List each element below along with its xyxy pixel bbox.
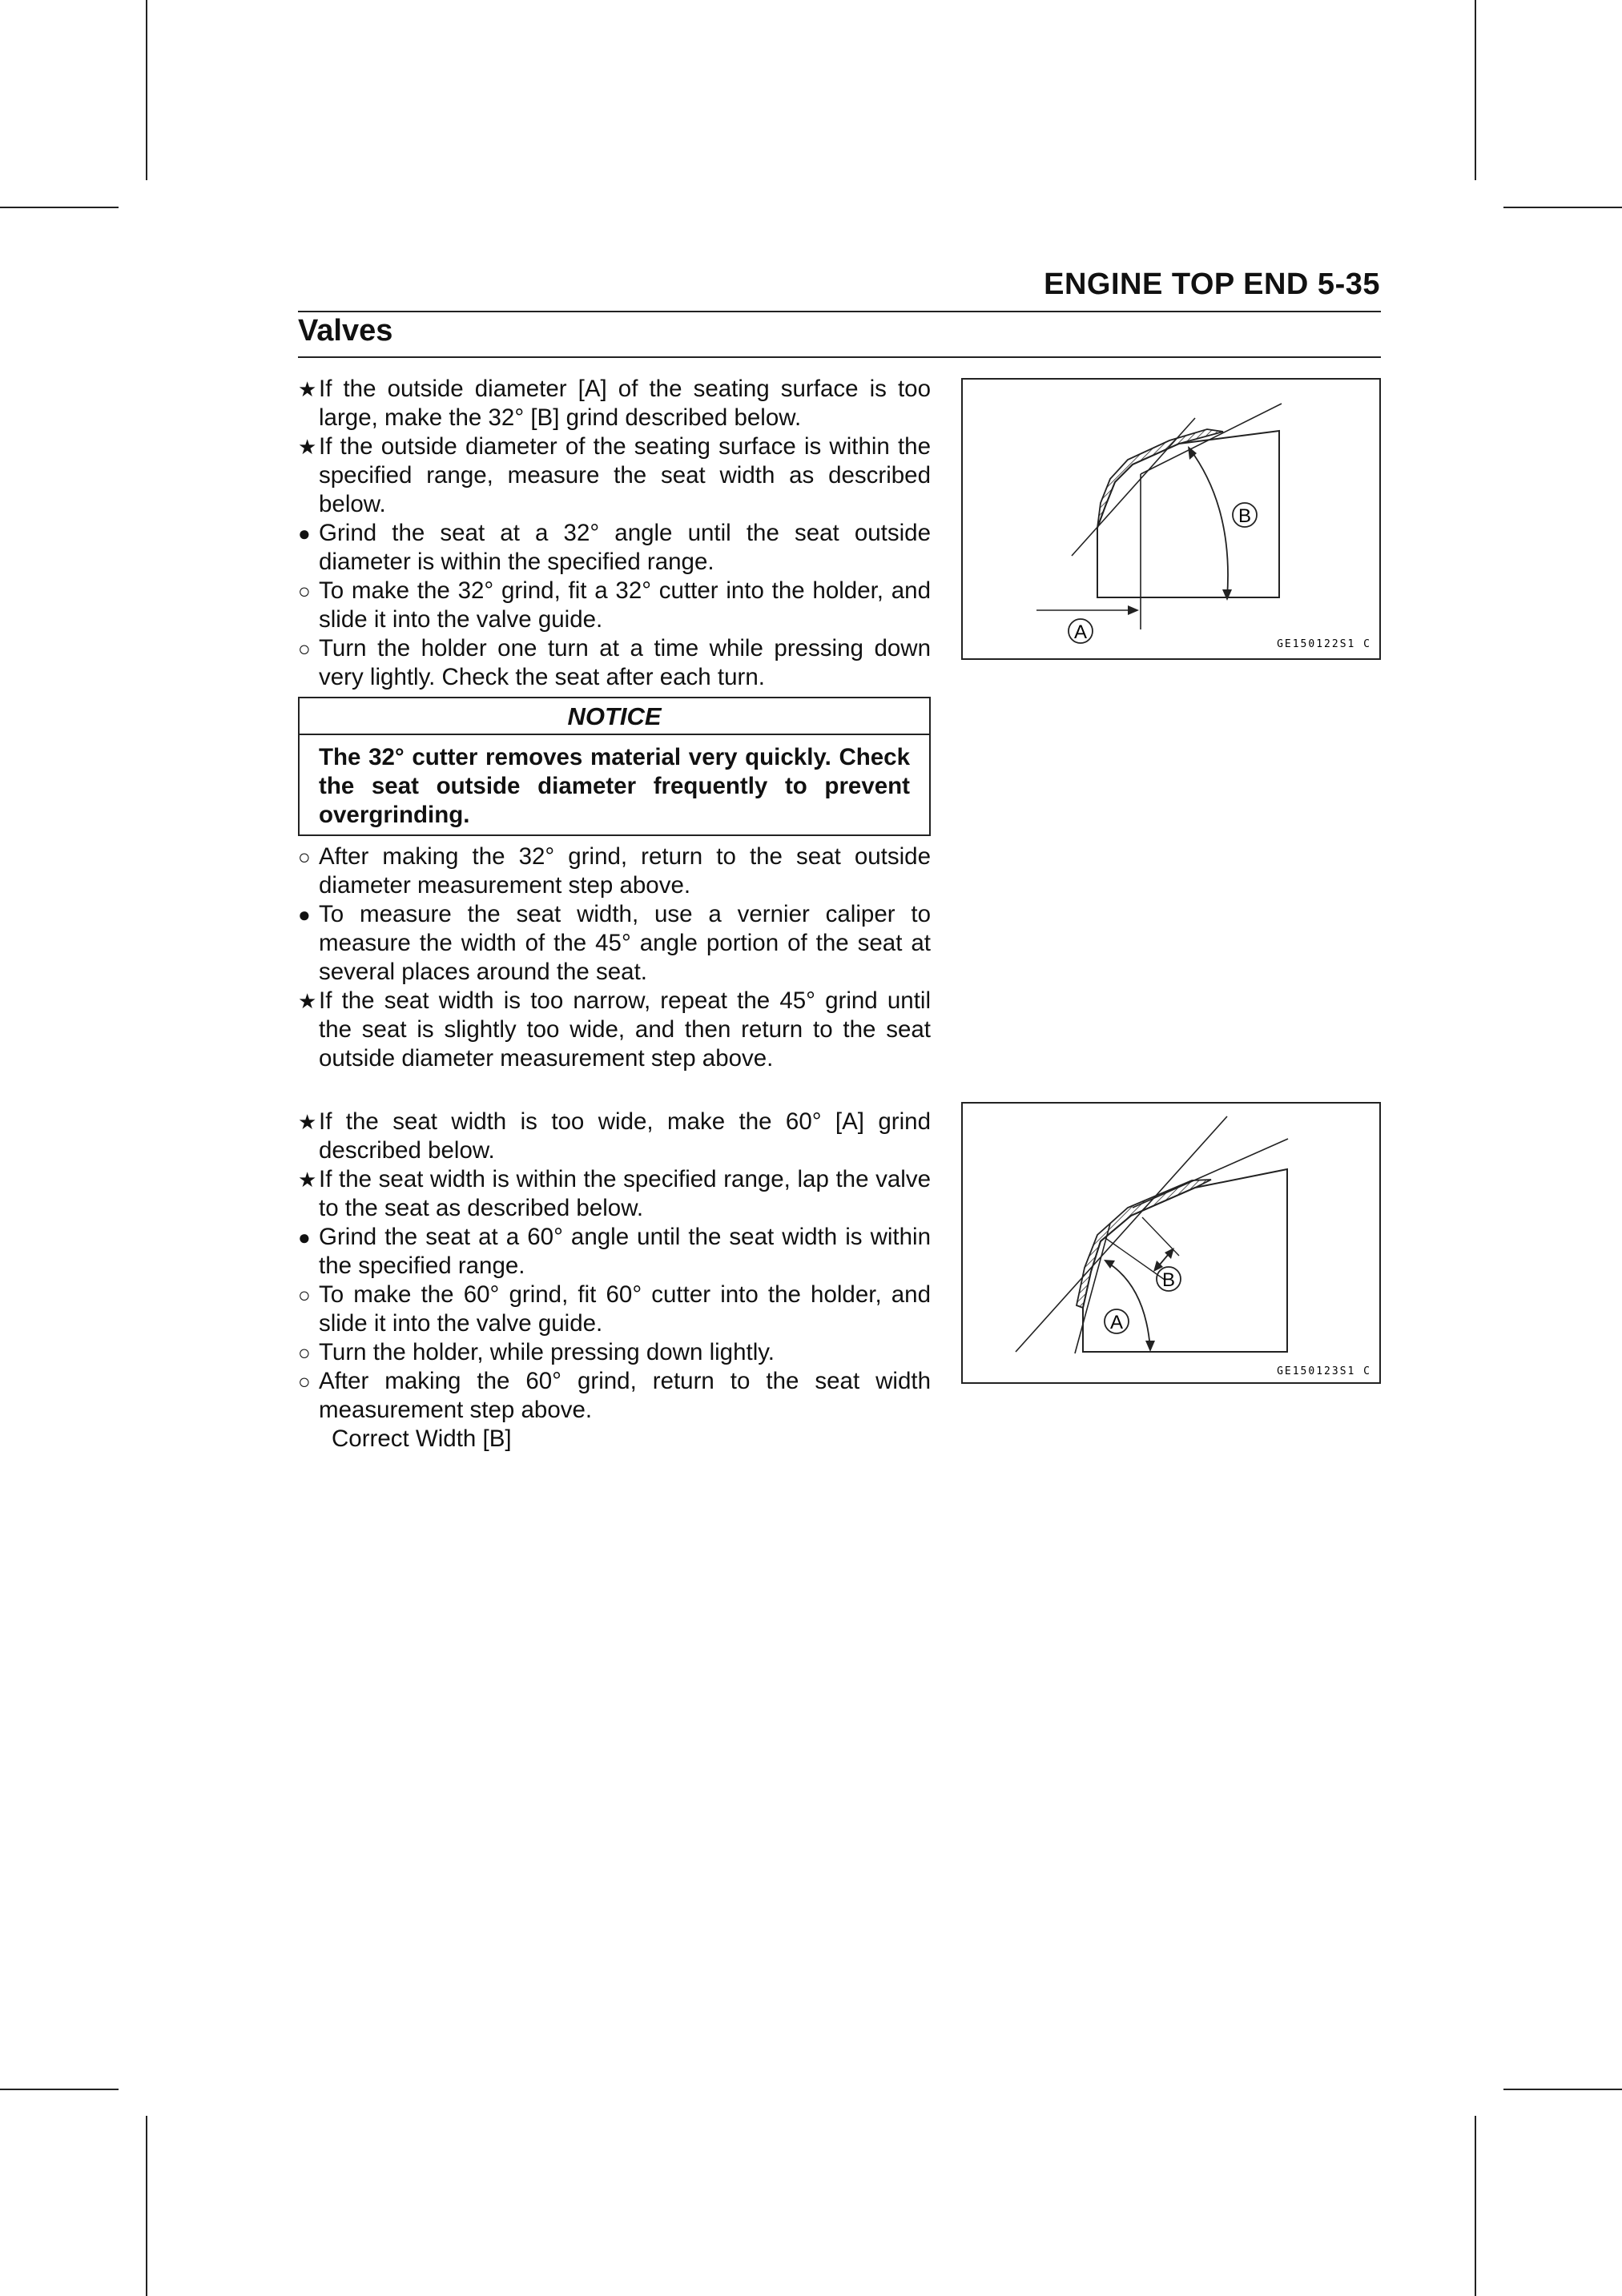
instruction-text: After making the 60° grind, return to the seat width measurement step above. xyxy=(319,1368,931,1423)
instruction-text: If the seat width is too wide, make the 60° [A] grind described below. xyxy=(319,1108,931,1164)
crop-mark xyxy=(1475,0,1476,180)
bullet-marker-icon: ○ xyxy=(298,1283,311,1307)
crop-mark xyxy=(1475,2116,1476,2296)
bullet-marker-icon: ● xyxy=(298,1225,311,1249)
instruction-item xyxy=(298,987,931,1073)
bullet-marker-icon: ★ xyxy=(298,1110,317,1134)
section-rule xyxy=(298,356,1381,358)
instruction-text: If the seat width is within the specified range, lap the valve to the seat as described below. xyxy=(319,1166,931,1221)
bullet-marker-icon: ★ xyxy=(298,435,317,459)
bullet-marker-icon: ★ xyxy=(298,1168,317,1192)
instruction-item xyxy=(298,1223,931,1281)
figure2-code: GE150123S1 C xyxy=(1277,1365,1371,1377)
crop-mark xyxy=(1503,2089,1622,2090)
instruction-text: Turn the holder one turn at a time while pressing down very lightly. Check the seat after each turn. xyxy=(319,635,931,690)
crop-mark xyxy=(0,2089,119,2090)
instruction-text: If the outside diameter of the seating surface is within the specified range, measure the seat width as described below. xyxy=(319,433,931,517)
section-title: Valves xyxy=(298,314,393,348)
valve-seat-diagram-32 xyxy=(963,380,1383,661)
bullet-marker-icon: ● xyxy=(298,521,311,545)
instruction-item xyxy=(298,375,931,432)
notice-body: The 32° cutter removes material very quickly. Check the seat outside diameter frequently to prevent overgrinding. xyxy=(319,744,910,828)
text-column-lower xyxy=(298,1108,931,1454)
instruction-text: Grind the seat at a 60° angle until the seat width is within the specified range. xyxy=(319,1224,931,1279)
text-column-upper xyxy=(298,375,931,1073)
instruction-text: Turn the holder, while pressing down lightly. xyxy=(319,1339,775,1365)
instruction-item xyxy=(298,634,931,692)
figure-32-degree-grind xyxy=(961,378,1381,660)
instruction-text: To measure the seat width, use a vernier caliper to measure the width of the 45° angle portion of the seat at several places around the seat. xyxy=(319,901,931,985)
figure-60-degree-grind xyxy=(961,1102,1381,1384)
instruction-text: To make the 60° grind, fit 60° cutter into the holder, and slide it into the valve guide. xyxy=(319,1281,931,1337)
bullet-marker-icon: ★ xyxy=(298,377,317,401)
page-header-title: ENGINE TOP END 5-35 xyxy=(1044,267,1380,301)
instruction-item xyxy=(298,1281,931,1338)
bullet-marker-icon: ○ xyxy=(298,1369,311,1393)
bullet-marker-icon: ○ xyxy=(298,1341,311,1365)
figure2-label-b: B xyxy=(1161,1269,1176,1291)
instruction-list-1 xyxy=(298,375,931,692)
bullet-marker-icon: ○ xyxy=(298,579,311,603)
instruction-item xyxy=(298,519,931,577)
correct-width-label: Correct Width [B] xyxy=(332,1425,512,1452)
header-rule xyxy=(298,311,1381,312)
instruction-item xyxy=(298,577,931,634)
instruction-item xyxy=(298,432,931,519)
instruction-list-3 xyxy=(298,1108,931,1425)
figure1-label-a: A xyxy=(1073,621,1088,643)
instruction-item xyxy=(298,900,931,987)
notice-heading: NOTICE xyxy=(300,698,929,735)
crop-mark xyxy=(0,207,119,208)
bullet-marker-icon: ○ xyxy=(298,637,311,661)
instruction-item xyxy=(298,1108,931,1165)
figure2-label-a: A xyxy=(1109,1312,1124,1333)
bullet-marker-icon: ★ xyxy=(298,989,317,1013)
notice-box xyxy=(298,697,931,836)
instruction-text: After making the 32° grind, return to the seat outside diameter measurement step above. xyxy=(319,843,931,899)
instruction-text: Grind the seat at a 32° angle until the seat outside diameter is within the specified range. xyxy=(319,520,931,575)
figure1-code: GE150122S1 C xyxy=(1277,638,1371,650)
instruction-text: To make the 32° grind, fit a 32° cutter into the holder, and slide it into the valve guide. xyxy=(319,577,931,633)
instruction-item xyxy=(298,1165,931,1223)
instruction-text: If the seat width is too narrow, repeat the 45° grind until the seat is slightly too wide, and then return to the seat outside diameter measurement step above. xyxy=(319,987,931,1072)
valve-seat-diagram-60 xyxy=(963,1104,1383,1385)
instruction-item xyxy=(298,842,931,900)
instruction-text: If the outside diameter [A] of the seating surface is too large, make the 32° [B] grind described below. xyxy=(319,376,931,431)
instruction-list-2 xyxy=(298,842,931,1073)
bullet-marker-icon: ○ xyxy=(298,845,311,869)
crop-mark xyxy=(146,0,147,180)
instruction-item xyxy=(298,1367,931,1425)
bullet-marker-icon: ● xyxy=(298,903,311,927)
instruction-item xyxy=(298,1338,931,1367)
figure1-label-b: B xyxy=(1238,505,1252,527)
crop-mark xyxy=(1503,207,1622,208)
crop-mark xyxy=(146,2116,147,2296)
